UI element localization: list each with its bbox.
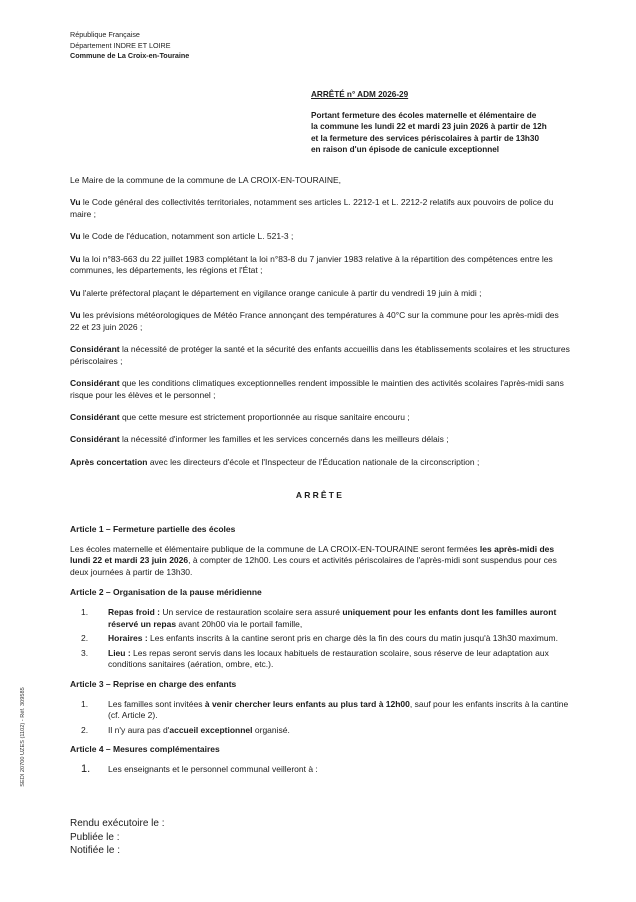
article-text-segment: Les écoles maternelle et élémentaire publique de la commune de LA CROIX-EN-TOURAINE seront fermées <box>70 543 480 554</box>
list-item-text: Les repas seront servis dans les locaux habituels de restauration scolaire, sous réserve de leur adaptation aux conditions sanitaires (aération, ombre, etc.). <box>108 647 549 670</box>
executoire-line: Rendu exécutoire le : <box>70 818 165 829</box>
preamble-lead: Considérant <box>70 344 120 355</box>
list-item <box>70 764 570 776</box>
preamble-item <box>70 457 570 469</box>
list-item-lead: Repas froid : <box>108 607 160 618</box>
list-number: 3. <box>81 647 89 658</box>
preamble-lead: Vu <box>70 253 81 264</box>
decree-subject <box>311 110 581 155</box>
preamble-text: le Code général des collectivités territoriales, notamment ses articles L. 2212-1 et L. 2212-2 relatifs aux pouvoirs de police du maire ; <box>70 197 554 219</box>
list-item-bold: uniquement pour les enfants dont les familles auront réservé un repas <box>108 607 557 629</box>
preamble-item <box>70 412 570 424</box>
preamble-text: que les conditions climatiques exceptionnelles rendent impossible le maintien des activités scolaires l'après-midi sans risque pour les élèves et le personnel ; <box>70 378 564 400</box>
decree-body <box>70 175 570 779</box>
subject-line: Portant fermeture des écoles maternelle et élémentaire de <box>311 111 537 120</box>
preamble-lead: Vu <box>70 197 81 208</box>
list-item-text: Les enseignants et le personnel communal veilleront à : <box>108 763 318 774</box>
preamble-text: que cette mesure est strictement proportionnée au risque sanitaire encouru ; <box>119 412 410 423</box>
preamble-item <box>70 434 570 446</box>
list-number: 1. <box>81 698 89 709</box>
preamble-lead: Après concertation <box>70 456 148 467</box>
preamble-text: la nécessité d'informer les familles et les services concernés dans les meilleurs délais ; <box>119 434 449 445</box>
subject-line: en raison d'un épisode de canicule exceptionnel <box>311 144 500 154</box>
article-3-list <box>70 699 570 737</box>
arrete-heading: ARRÊTE <box>295 490 345 501</box>
subject-line: la commune les lundi 22 et mardi 23 juin 2026 à partir de 12h <box>311 122 547 132</box>
article-2-list <box>70 607 570 671</box>
letterhead-republic: République Française <box>70 30 140 39</box>
article-text-segment: , à compter de 12h00. Les cours et activités périscolaires de l'après-midi sont suspendus pour ces deux journées à partir de 13h30. <box>70 555 557 577</box>
subject-line: et la fermeture des services périscolaires à partir de 13h30 <box>311 133 540 143</box>
list-item-lead: Horaires : <box>108 633 148 644</box>
list-item <box>70 725 570 737</box>
preamble-item <box>70 231 570 243</box>
list-item <box>70 607 570 630</box>
preamble-intro: Le Maire de la commune de la commune de LA CROIX-EN-TOURAINE, <box>70 175 342 185</box>
list-number: 1. <box>81 762 91 775</box>
preamble-item <box>70 288 570 300</box>
preamble-lead: Considérant <box>70 434 120 445</box>
list-item <box>70 699 570 722</box>
preamble-lead: Considérant <box>70 412 120 423</box>
preamble-lead: Vu <box>70 231 81 242</box>
list-item-text: organisé. <box>252 724 290 735</box>
list-number: 2. <box>81 724 89 735</box>
preamble-lead: Vu <box>70 310 81 321</box>
list-item-bold: à venir chercher leurs enfants au plus tard à 12h00 <box>204 698 410 709</box>
preamble-lead: Considérant <box>70 378 120 389</box>
article-2-title: Article 2 – Organisation de la pause méridienne <box>70 587 262 598</box>
decree-footer <box>70 817 165 858</box>
notifiee-line: Notifiée le : <box>70 845 121 856</box>
article-3-title: Article 3 – Reprise en charge des enfants <box>70 679 237 689</box>
list-item-text: Un service de restauration scolaire sera assuré <box>159 607 343 618</box>
printer-margin-note: SEDI 20700 UZES (1102) - Réf. 309585 <box>20 687 26 787</box>
letterhead-department: Département INDRE ET LOIRE <box>70 40 171 50</box>
list-item-bold: accueil exceptionnel <box>169 724 253 735</box>
preamble-text: la nécessité de protéger la santé et la sécurité des enfants accueillis dans les établissements scolaires et les structures périscolaires ; <box>70 344 570 366</box>
publiee-line: Publiée le : <box>70 831 120 843</box>
list-item-text: Les enfants inscrits à la cantine seront pris en charge dès la fin des cours du matin jusqu'à 13h30 maximum. <box>147 633 558 644</box>
article-1-text <box>70 544 570 579</box>
preamble-lead: Vu <box>70 287 81 298</box>
list-item <box>70 648 570 671</box>
preamble-text: les prévisions météorologiques de Météo France annonçant des températures à 40°C sur la commune pour les après-midi des 22 et 23 juin 2026 ; <box>70 310 559 332</box>
preamble-item <box>70 378 570 401</box>
article-1-title: Article 1 – Fermeture partielle des écoles <box>70 524 236 535</box>
list-number: 1. <box>81 607 89 618</box>
preamble-text: le Code de l'éducation, notamment son article L. 521-3 ; <box>80 231 294 242</box>
list-item-text: , sauf pour les enfants inscrits à la cantine (cf. Article 2). <box>108 698 569 721</box>
list-item-text: Il n'y aura pas d' <box>108 724 170 735</box>
preamble-text: avec les directeurs d'école et l'Inspecteur de l'Éducation nationale de la circonscription ; <box>147 456 480 467</box>
list-item-text: avant 20h00 via le portail famille, <box>176 618 303 629</box>
list-item-text: Les familles sont invitées <box>108 698 205 709</box>
article-4-title: Article 4 – Mesures complémentaires <box>70 744 220 755</box>
preamble-text: l'alerte préfectoral plaçant le département en vigilance orange canicule à partir du vendredi 19 juin à midi ; <box>80 287 482 298</box>
preamble-item <box>70 344 570 367</box>
preamble-item <box>70 310 570 333</box>
list-number: 2. <box>81 633 89 644</box>
list-item-lead: Lieu : <box>108 647 131 658</box>
letterhead <box>70 30 189 62</box>
list-item <box>70 633 570 645</box>
decree-reference: ARRÊTÉ n° ADM 2026-29 <box>311 90 409 99</box>
preamble-text: la loi n°83-663 du 22 juillet 1983 complétant la loi n°83-8 du 7 janvier 1983 relative à la répartition des compétences entre les communes, les départements, les régions et l'État ; <box>70 253 553 276</box>
letterhead-commune: Commune de La Croix-en-Touraine <box>70 51 190 60</box>
preamble-item <box>70 254 570 277</box>
article-text-bold: les après-midi des lundi 22 et mardi 23 juin 2026 <box>70 543 555 566</box>
preamble-item <box>70 197 570 220</box>
